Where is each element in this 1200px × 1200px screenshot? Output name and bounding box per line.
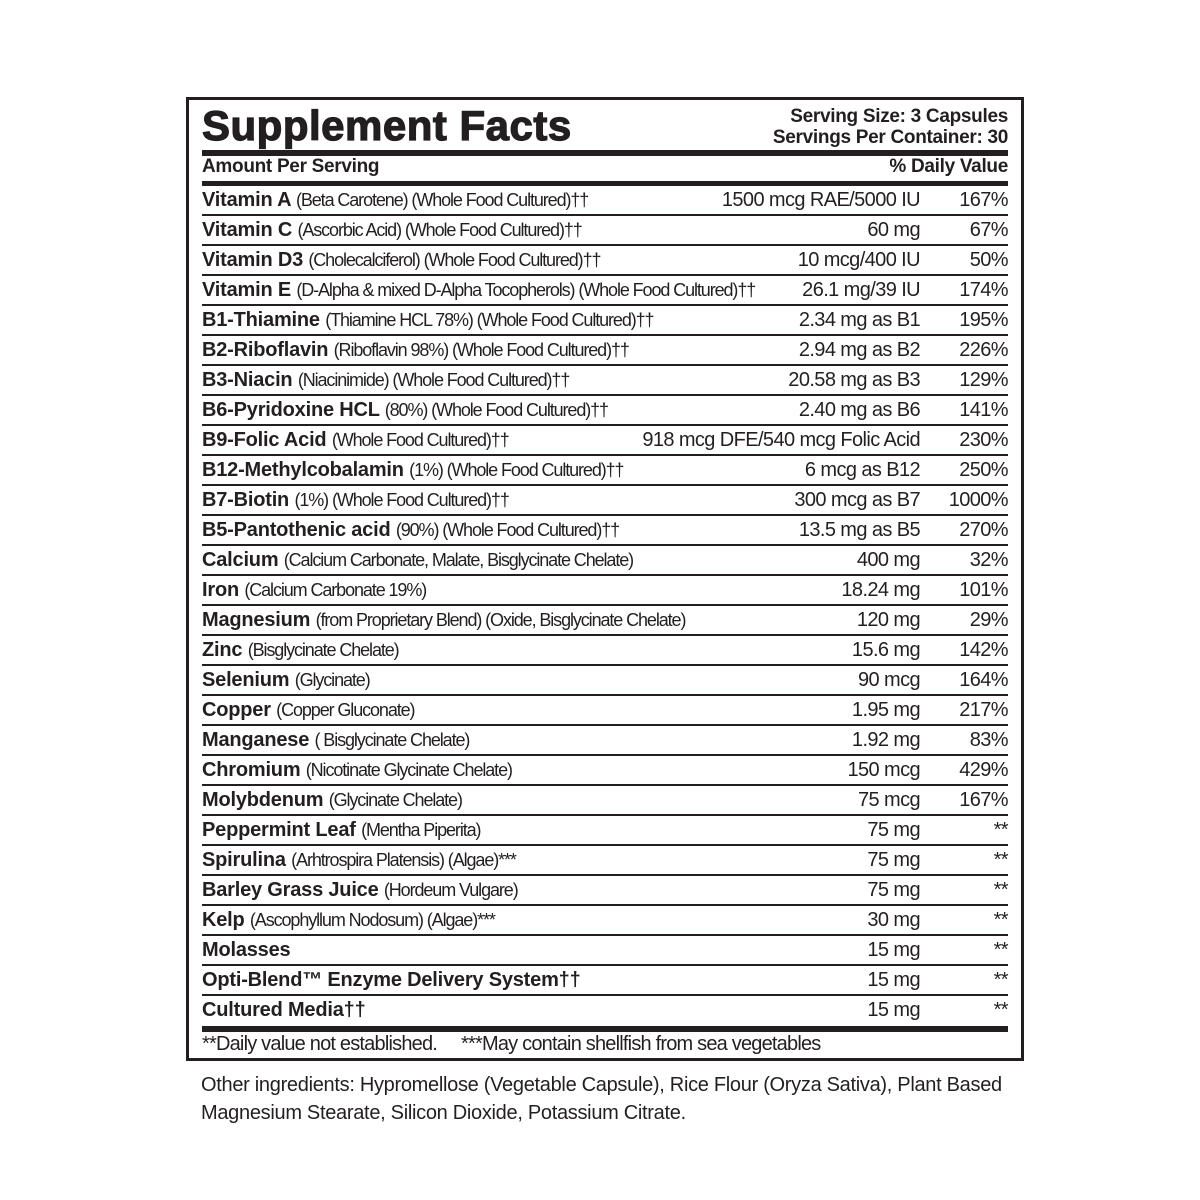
nutrient-amount: 26.1 mg/39 IU bbox=[798, 279, 920, 302]
nutrient-name bbox=[202, 669, 370, 692]
nutrient-amount: 918 mcg DFE/540 mcg Folic Acid bbox=[638, 429, 920, 452]
serving-info bbox=[773, 106, 1008, 148]
nutrient-row bbox=[202, 366, 1008, 396]
nutrient-row bbox=[202, 456, 1008, 486]
nutrient-description: (Bisglycinate Chelate) bbox=[247, 640, 399, 660]
serving-size: Serving Size: 3 Capsules bbox=[790, 106, 1008, 127]
supplement-facts-panel bbox=[186, 97, 1024, 1061]
nutrient-amount: 10 mcg/400 IU bbox=[794, 249, 920, 272]
nutrient-amount: 75 mg bbox=[863, 849, 920, 872]
nutrient-amount: 15.6 mg bbox=[848, 639, 920, 662]
nutrient-name bbox=[202, 309, 653, 332]
nutrient-daily-value: 226% bbox=[959, 339, 1008, 361]
nutrient-daily-value: ** bbox=[993, 939, 1008, 961]
nutrient-daily-value: 217% bbox=[959, 699, 1008, 721]
nutrient-amount: 2.94 mg as B2 bbox=[795, 339, 920, 362]
nutrient-daily-value: 29% bbox=[969, 609, 1008, 631]
nutrient-amount: 15 mg bbox=[863, 939, 920, 962]
nutrient-description: (Copper Gluconate) bbox=[276, 700, 415, 720]
nutrient-description: (Ascorbic Acid) (Whole Food Cultured)†† bbox=[297, 220, 582, 240]
nutrient-name-text: Vitamin A bbox=[202, 189, 291, 211]
nutrient-description: (Thiamine HCL 78%) (Whole Food Cultured)†† bbox=[325, 310, 654, 330]
nutrient-name bbox=[202, 759, 512, 782]
nutrient-description: (Arhtrospira Platensis) (Algae)*** bbox=[291, 850, 516, 870]
nutrient-daily-value: 141% bbox=[959, 399, 1008, 421]
nutrient-amount: 120 mg bbox=[853, 609, 920, 632]
nutrient-daily-value: 50% bbox=[969, 249, 1008, 271]
nutrient-name bbox=[202, 579, 426, 602]
nutrient-name-text: Zinc bbox=[202, 639, 243, 661]
nutrient-name-text: Peppermint Leaf bbox=[202, 819, 356, 841]
nutrient-daily-value: ** bbox=[993, 909, 1008, 931]
nutrient-amount: 20.58 mg as B3 bbox=[784, 369, 920, 392]
nutrient-daily-value: 164% bbox=[959, 669, 1008, 691]
nutrient-daily-value: ** bbox=[993, 969, 1008, 991]
nutrient-name-text: B7-Biotin bbox=[202, 489, 290, 511]
nutrient-amount: 75 mg bbox=[863, 879, 920, 902]
nutrient-row bbox=[202, 186, 1008, 216]
nutrient-name bbox=[202, 879, 518, 902]
nutrient-row bbox=[202, 636, 1008, 666]
nutrient-daily-value: 167% bbox=[959, 189, 1008, 211]
panel-title: Supplement Facts bbox=[202, 102, 572, 149]
nutrient-name-text: Iron bbox=[202, 579, 239, 601]
nutrient-name bbox=[202, 729, 469, 752]
nutrient-description: (90%) (Whole Food Cultured)†† bbox=[395, 520, 620, 540]
nutrient-name bbox=[202, 189, 588, 212]
nutrient-name bbox=[202, 429, 509, 452]
nutrient-description: (80%) (Whole Food Cultured)†† bbox=[384, 400, 608, 420]
nutrient-name bbox=[202, 219, 582, 242]
nutrient-row bbox=[202, 786, 1008, 816]
nutrient-row bbox=[202, 306, 1008, 336]
nutrient-name-text: Molasses bbox=[202, 939, 291, 961]
nutrient-row bbox=[202, 876, 1008, 906]
nutrient-description: (Beta Carotene) (Whole Food Cultured)†† bbox=[295, 190, 589, 210]
nutrient-name bbox=[202, 999, 366, 1022]
nutrient-row bbox=[202, 276, 1008, 306]
nutrient-amount: 6 mcg as B12 bbox=[801, 459, 920, 482]
amount-per-serving-label: Amount Per Serving bbox=[202, 156, 380, 177]
nutrient-row bbox=[202, 936, 1008, 966]
nutrient-name bbox=[202, 819, 480, 842]
nutrient-description: (D-Alpha & mixed D-Alpha Tocopherols) (Whole Food Cultured)†† bbox=[296, 280, 756, 300]
nutrient-daily-value: 429% bbox=[959, 759, 1008, 781]
nutrient-row bbox=[202, 696, 1008, 726]
nutrient-name-text: Magnesium bbox=[202, 609, 311, 631]
nutrient-name bbox=[202, 939, 290, 962]
nutrient-name bbox=[202, 279, 755, 302]
nutrient-amount: 75 mcg bbox=[854, 789, 920, 812]
nutrient-amount: 2.34 mg as B1 bbox=[795, 309, 920, 332]
nutrient-name-text: B3-Niacin bbox=[202, 369, 293, 391]
nutrient-amount: 300 mcg as B7 bbox=[790, 489, 920, 512]
nutrient-description: (Glycinate) bbox=[294, 670, 370, 690]
nutrient-name-text: B9-Folic Acid bbox=[202, 429, 327, 451]
nutrient-name-text: Cultured Media†† bbox=[202, 999, 366, 1021]
nutrient-row bbox=[202, 546, 1008, 576]
nutrient-name bbox=[202, 489, 509, 512]
nutrient-name bbox=[202, 639, 399, 662]
nutrient-name-text: Calcium bbox=[202, 549, 279, 571]
nutrient-amount: 90 mcg bbox=[854, 669, 920, 692]
nutrient-row bbox=[202, 516, 1008, 546]
nutrient-name bbox=[202, 339, 629, 362]
nutrient-name bbox=[202, 399, 608, 422]
nutrient-amount: 30 mg bbox=[863, 909, 920, 932]
nutrient-description: (Ascophyllum Nodosum) (Algae)*** bbox=[249, 910, 495, 930]
nutrient-name-text: Spirulina bbox=[202, 849, 286, 871]
nutrient-name-text: Vitamin D3 bbox=[202, 249, 303, 271]
nutrient-name-text: Vitamin C bbox=[202, 219, 293, 241]
nutrient-name-text: Opti-Blend™ Enzyme Delivery System†† bbox=[202, 969, 581, 991]
nutrient-row bbox=[202, 966, 1008, 996]
footnote-shellfish: ***May contain shellfish from sea vegetables bbox=[461, 1033, 821, 1055]
nutrient-amount: 2.40 mg as B6 bbox=[795, 399, 920, 422]
nutrient-name bbox=[202, 789, 462, 812]
nutrient-description: (Hordeum Vulgare) bbox=[383, 880, 518, 900]
nutrient-row bbox=[202, 426, 1008, 456]
nutrient-name-text: B5-Pantothenic acid bbox=[202, 519, 391, 541]
nutrient-name-text: B2-Riboflavin bbox=[202, 339, 329, 361]
nutrient-row bbox=[202, 756, 1008, 786]
nutrient-description: (Glycinate Chelate) bbox=[328, 790, 462, 810]
nutrient-name bbox=[202, 519, 619, 542]
nutrient-name-text: B6-Pyridoxine HCL bbox=[202, 399, 380, 421]
nutrient-table bbox=[202, 186, 1008, 1024]
nutrient-name-text: B12-Methylcobalamin bbox=[202, 459, 404, 481]
footnotes bbox=[202, 1033, 821, 1056]
nutrient-description: ( Bisglycinate Chelate) bbox=[314, 730, 470, 750]
nutrient-name-text: Manganese bbox=[202, 729, 310, 751]
nutrient-daily-value: 270% bbox=[959, 519, 1008, 541]
nutrient-name bbox=[202, 969, 581, 992]
nutrient-daily-value: 83% bbox=[969, 729, 1008, 751]
nutrient-daily-value: 167% bbox=[959, 789, 1008, 811]
nutrient-description: (Calcium Carbonate, Malate, Bisglycinate Chelate) bbox=[283, 550, 634, 570]
nutrient-row bbox=[202, 816, 1008, 846]
nutrient-amount: 15 mg bbox=[863, 999, 920, 1022]
nutrient-description: (from Proprietary Blend) (Oxide, Bisglycinate Chelate) bbox=[315, 610, 686, 630]
nutrient-amount: 13.5 mg as B5 bbox=[795, 519, 920, 542]
nutrient-name bbox=[202, 609, 685, 632]
nutrient-description: (Nicotinate Glycinate Chelate) bbox=[305, 760, 512, 780]
nutrient-row bbox=[202, 396, 1008, 426]
nutrient-row bbox=[202, 246, 1008, 276]
nutrient-amount: 18.24 mg bbox=[837, 579, 920, 602]
nutrient-daily-value: 67% bbox=[969, 219, 1008, 241]
nutrient-row bbox=[202, 846, 1008, 876]
nutrient-amount: 75 mg bbox=[863, 819, 920, 842]
nutrient-daily-value: 142% bbox=[959, 639, 1008, 661]
nutrient-row bbox=[202, 606, 1008, 636]
nutrient-amount: 1.95 mg bbox=[848, 699, 920, 722]
nutrient-name-text: Copper bbox=[202, 699, 271, 721]
nutrient-row bbox=[202, 336, 1008, 366]
nutrient-daily-value: 1000% bbox=[948, 489, 1008, 511]
nutrient-name-text: Vitamin E bbox=[202, 279, 291, 301]
nutrient-amount: 1500 mcg RAE/5000 IU bbox=[718, 189, 920, 212]
nutrient-daily-value: 101% bbox=[959, 579, 1008, 601]
nutrient-name bbox=[202, 849, 516, 872]
nutrient-description: (Calcium Carbonate 19%) bbox=[244, 580, 427, 600]
nutrient-row bbox=[202, 666, 1008, 696]
nutrient-amount: 1.92 mg bbox=[848, 729, 920, 752]
nutrient-daily-value: 32% bbox=[969, 549, 1008, 571]
nutrient-description: (Cholecalciferol) (Whole Food Cultured)†† bbox=[308, 250, 601, 270]
nutrient-daily-value: ** bbox=[993, 849, 1008, 871]
nutrient-daily-value: 250% bbox=[959, 459, 1008, 481]
nutrient-name-text: Molybdenum bbox=[202, 789, 324, 811]
nutrient-name bbox=[202, 909, 495, 932]
other-ingredients: Other ingredients: Hypromellose (Vegetable Capsule), Rice Flour (Oryza Sativa), Plant Based Magnesium Stearate, Silicon Dioxide, Potassium Citrate. bbox=[201, 1074, 1002, 1124]
nutrient-name bbox=[202, 549, 633, 572]
nutrient-row bbox=[202, 996, 1008, 1024]
nutrient-row bbox=[202, 486, 1008, 516]
nutrient-daily-value: ** bbox=[993, 879, 1008, 901]
nutrient-name bbox=[202, 459, 623, 482]
nutrient-description: (Whole Food Cultured)†† bbox=[331, 430, 509, 450]
nutrient-daily-value: ** bbox=[993, 819, 1008, 841]
footnote-daily-value: **Daily value not established. bbox=[202, 1033, 438, 1055]
nutrient-name-text: Kelp bbox=[202, 909, 245, 931]
nutrient-name-text: B1-Thiamine bbox=[202, 309, 320, 331]
nutrient-row bbox=[202, 906, 1008, 936]
nutrient-name bbox=[202, 249, 600, 272]
nutrient-name-text: Barley Grass Juice bbox=[202, 879, 379, 901]
nutrient-row bbox=[202, 216, 1008, 246]
nutrient-daily-value: 129% bbox=[959, 369, 1008, 391]
nutrient-amount: 400 mg bbox=[853, 549, 920, 572]
nutrient-amount: 60 mg bbox=[863, 219, 920, 242]
nutrient-description: (Mentha Piperita) bbox=[361, 820, 481, 840]
nutrient-row bbox=[202, 576, 1008, 606]
nutrient-name-text: Chromium bbox=[202, 759, 301, 781]
nutrient-description: (Niacinimide) (Whole Food Cultured)†† bbox=[297, 370, 570, 390]
servings-per-container: Servings Per Container: 30 bbox=[772, 127, 1008, 148]
nutrient-amount: 150 mcg bbox=[843, 759, 920, 782]
column-header bbox=[202, 156, 1008, 182]
nutrient-daily-value: 174% bbox=[959, 279, 1008, 301]
nutrient-name-text: Selenium bbox=[202, 669, 290, 691]
daily-value-label: % Daily Value bbox=[889, 156, 1008, 177]
divider-thick bbox=[202, 1026, 1008, 1032]
nutrient-daily-value: 195% bbox=[959, 309, 1008, 331]
nutrient-description: (1%) (Whole Food Cultured)†† bbox=[294, 490, 509, 510]
nutrient-daily-value: 230% bbox=[959, 429, 1008, 451]
nutrient-description: (Riboflavin 98%) (Whole Food Cultured)†† bbox=[333, 340, 629, 360]
nutrient-name bbox=[202, 369, 569, 392]
nutrient-description: (1%) (Whole Food Cultured)†† bbox=[409, 460, 624, 480]
nutrient-row bbox=[202, 726, 1008, 756]
nutrient-amount: 15 mg bbox=[863, 969, 920, 992]
nutrient-daily-value: ** bbox=[993, 999, 1008, 1021]
nutrient-name bbox=[202, 699, 414, 722]
